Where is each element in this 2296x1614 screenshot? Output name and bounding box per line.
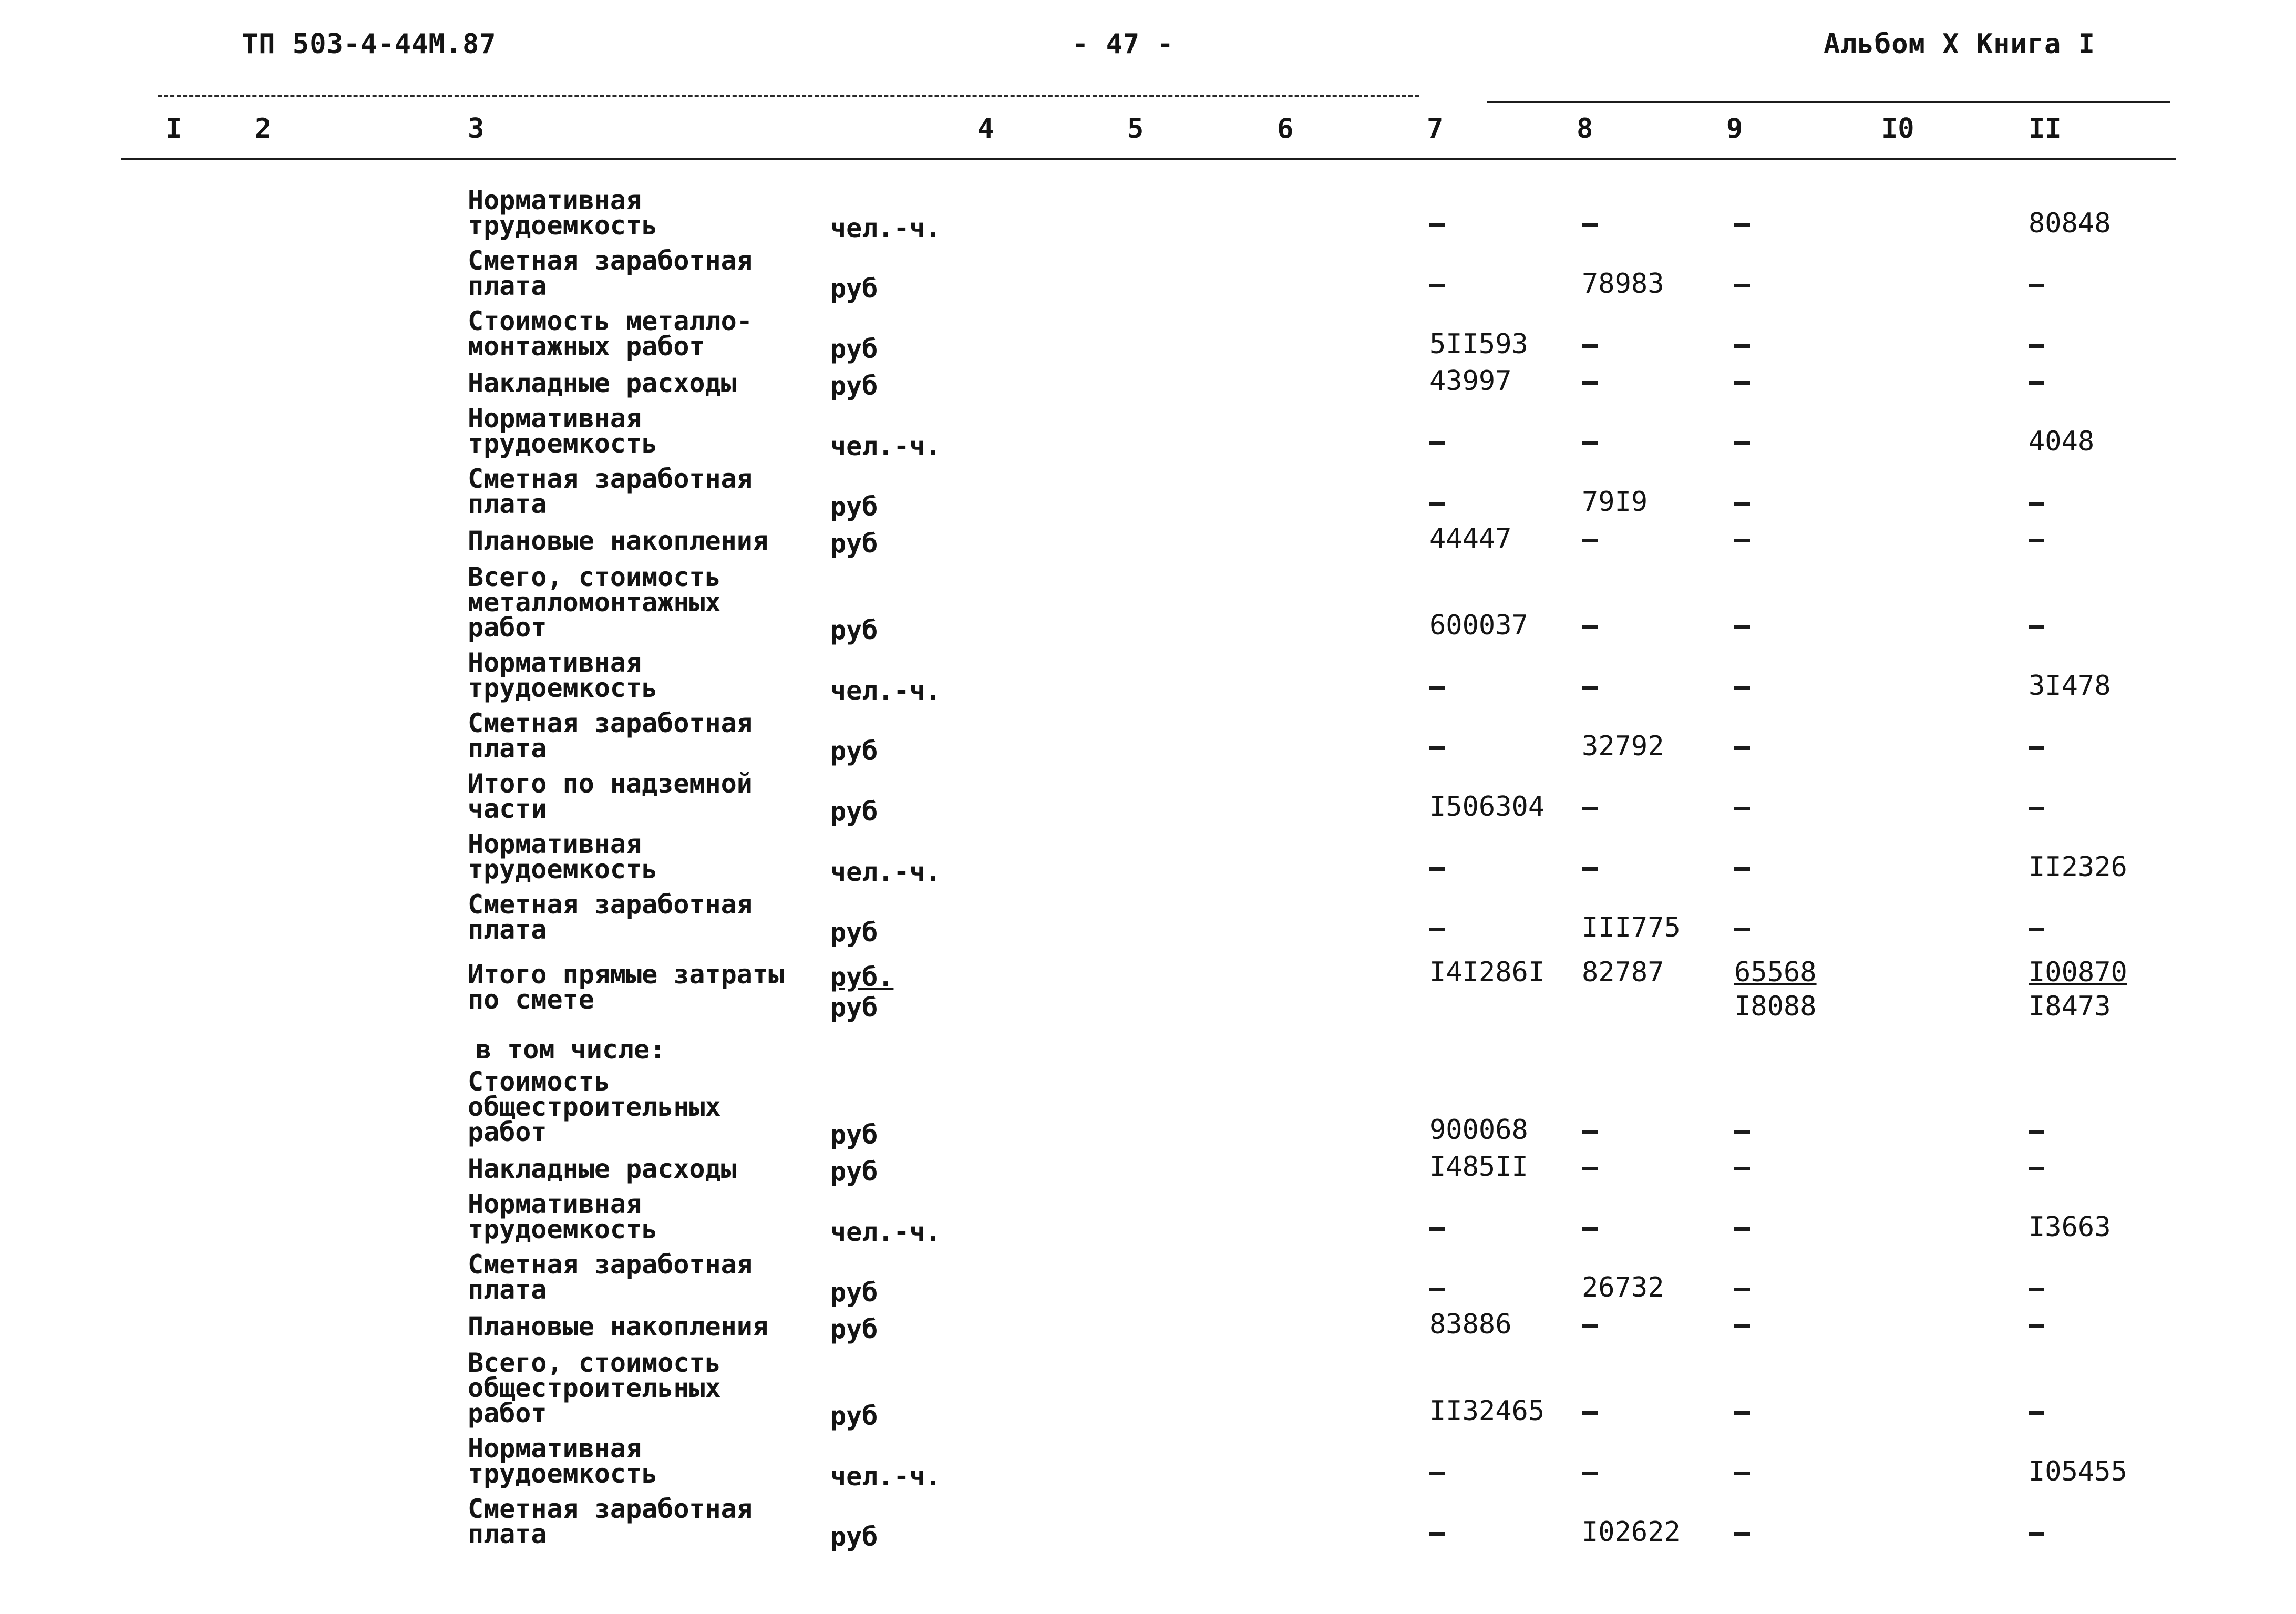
dash-mark bbox=[1734, 807, 1750, 810]
row-unit: руб bbox=[830, 1156, 878, 1187]
cell-col9 bbox=[1734, 791, 1750, 823]
row-label: Всего, стоимость общестроительных работ bbox=[468, 1348, 721, 1428]
cell-col11 bbox=[2029, 268, 2044, 300]
column-number-7: 7 bbox=[1427, 113, 1444, 145]
row-label: Сметная заработная плата bbox=[468, 245, 753, 301]
row-label: Нормативная трудоемкость bbox=[468, 185, 658, 241]
dash-mark bbox=[1734, 381, 1750, 385]
total-col8: 82787 bbox=[1582, 957, 1664, 988]
dash-mark bbox=[1734, 1472, 1750, 1475]
dash-mark bbox=[1734, 1288, 1750, 1291]
dash-mark bbox=[1582, 441, 1598, 445]
dash-mark bbox=[1429, 746, 1445, 750]
cell-col7 bbox=[1429, 1211, 1445, 1243]
dash-mark bbox=[2029, 1130, 2044, 1134]
cell-col11: 4048 bbox=[2029, 426, 2095, 457]
cell-col8 bbox=[1582, 208, 1598, 239]
cell-col9 bbox=[1734, 1272, 1750, 1303]
cell-col8 bbox=[1582, 1456, 1598, 1487]
cell-col9 bbox=[1734, 851, 1750, 883]
dash-mark bbox=[1582, 686, 1598, 690]
cell-col8: 26732 bbox=[1582, 1272, 1664, 1303]
cell-col8 bbox=[1582, 365, 1598, 397]
row-unit: чел.-ч. bbox=[830, 213, 941, 243]
dash-mark bbox=[1429, 1472, 1445, 1475]
row-unit: чел.-ч. bbox=[830, 857, 941, 887]
row-unit: руб bbox=[830, 796, 878, 827]
column-number-11: II bbox=[2029, 113, 2062, 145]
dash-mark bbox=[2029, 539, 2044, 542]
cell-col9 bbox=[1734, 1395, 1750, 1427]
cell-col7 bbox=[1429, 1272, 1445, 1303]
cell-col11 bbox=[2029, 1151, 2044, 1183]
cell-col7: 5II593 bbox=[1429, 328, 1528, 360]
cell-col11: I3663 bbox=[2029, 1211, 2111, 1243]
cell-col11 bbox=[2029, 610, 2044, 641]
row-unit: руб bbox=[830, 1401, 878, 1431]
total-col11-bottom: I8473 bbox=[2029, 991, 2111, 1022]
row-unit: чел.-ч. bbox=[830, 675, 941, 706]
dash-mark bbox=[1734, 1130, 1750, 1134]
dash-mark bbox=[1734, 625, 1750, 629]
dash-mark bbox=[1734, 344, 1750, 348]
top-rule-left bbox=[158, 95, 1419, 97]
cell-col9 bbox=[1734, 426, 1750, 457]
cell-col7 bbox=[1429, 208, 1445, 239]
dash-mark bbox=[1734, 746, 1750, 750]
column-number-6: 6 bbox=[1277, 113, 1294, 145]
dash-mark bbox=[1429, 928, 1445, 931]
cell-col11 bbox=[2029, 1309, 2044, 1340]
total-row-label: Итого прямые затраты по смете bbox=[468, 959, 785, 1015]
dash-mark bbox=[1429, 867, 1445, 871]
dash-mark bbox=[1429, 1227, 1445, 1231]
cell-col8 bbox=[1582, 1309, 1598, 1340]
dash-mark bbox=[1582, 1167, 1598, 1170]
cell-col7 bbox=[1429, 268, 1445, 300]
cell-col7: 43997 bbox=[1429, 365, 1512, 397]
row-unit: руб bbox=[830, 1314, 878, 1344]
album-book-label: Альбом X Книга I bbox=[1824, 28, 2095, 60]
dash-mark bbox=[2029, 928, 2044, 931]
cell-col11 bbox=[2029, 1395, 2044, 1427]
row-unit: чел.-ч. bbox=[830, 1461, 941, 1492]
row-unit: руб bbox=[830, 917, 878, 948]
dash-mark bbox=[2029, 807, 2044, 810]
column-number-2: 2 bbox=[255, 113, 272, 145]
dash-mark bbox=[1734, 502, 1750, 506]
dash-mark bbox=[1734, 441, 1750, 445]
cell-col7: II32465 bbox=[1429, 1395, 1545, 1427]
row-unit: руб bbox=[830, 736, 878, 766]
dash-mark bbox=[1582, 1324, 1598, 1328]
cell-col7: 83886 bbox=[1429, 1309, 1512, 1340]
dash-mark bbox=[1734, 1227, 1750, 1231]
dash-mark bbox=[2029, 1532, 2044, 1536]
cell-col7 bbox=[1429, 1516, 1445, 1548]
row-label: Стоимость общестроительных работ bbox=[468, 1066, 721, 1147]
row-unit: чел.-ч. bbox=[830, 431, 941, 461]
cell-col8: 78983 bbox=[1582, 268, 1664, 300]
dash-mark bbox=[1582, 807, 1598, 810]
cell-col7 bbox=[1429, 1456, 1445, 1487]
dash-mark bbox=[1582, 1227, 1598, 1231]
row-label: Сметная заработная плата bbox=[468, 1249, 753, 1305]
cell-col7: I506304 bbox=[1429, 791, 1545, 823]
cell-col11 bbox=[2029, 1272, 2044, 1303]
cell-col8 bbox=[1582, 851, 1598, 883]
dash-mark bbox=[1734, 539, 1750, 542]
cell-col9 bbox=[1734, 610, 1750, 641]
dash-mark bbox=[1429, 1532, 1445, 1536]
cell-col8 bbox=[1582, 1211, 1598, 1243]
column-header-rule bbox=[121, 158, 2176, 160]
cell-col11 bbox=[2029, 731, 2044, 762]
cell-col11 bbox=[2029, 912, 2044, 943]
cell-col11: 80848 bbox=[2029, 208, 2111, 239]
cell-col9 bbox=[1734, 268, 1750, 300]
column-number-10: I0 bbox=[1881, 113, 1914, 145]
cell-col8 bbox=[1582, 1151, 1598, 1183]
cell-col11 bbox=[2029, 1516, 2044, 1548]
row-label: Всего, стоимость металломонтажных работ bbox=[468, 562, 721, 643]
top-rule-right bbox=[1487, 101, 2170, 103]
dash-mark bbox=[1429, 686, 1445, 690]
cell-col9 bbox=[1734, 208, 1750, 239]
cell-col7: 900068 bbox=[1429, 1114, 1528, 1146]
cell-col9 bbox=[1734, 328, 1750, 360]
cell-col7 bbox=[1429, 426, 1445, 457]
column-number-1: I bbox=[166, 113, 182, 145]
page-number: - 47 - bbox=[1072, 28, 1174, 60]
row-unit: руб bbox=[830, 334, 878, 364]
section-label: в том числе: bbox=[476, 1034, 666, 1065]
row-label: Нормативная трудоемкость bbox=[468, 1433, 658, 1489]
cell-col9 bbox=[1734, 670, 1750, 702]
cell-col9 bbox=[1734, 731, 1750, 762]
cell-col11 bbox=[2029, 328, 2044, 360]
row-label: Нормативная трудоемкость bbox=[468, 829, 658, 885]
cell-col8: I02622 bbox=[1582, 1516, 1681, 1548]
row-unit: руб bbox=[830, 491, 878, 522]
cell-col8 bbox=[1582, 328, 1598, 360]
dash-mark bbox=[2029, 381, 2044, 385]
dash-mark bbox=[1734, 223, 1750, 227]
dash-mark bbox=[1734, 1532, 1750, 1536]
dash-mark bbox=[2029, 625, 2044, 629]
cell-col8 bbox=[1582, 523, 1598, 554]
total-col9-top: 65568 bbox=[1734, 957, 1817, 988]
column-number-5: 5 bbox=[1127, 113, 1144, 145]
cell-col7: 44447 bbox=[1429, 523, 1512, 554]
dash-mark bbox=[1734, 1324, 1750, 1328]
dash-mark bbox=[2029, 1288, 2044, 1291]
column-number-9: 9 bbox=[1726, 113, 1743, 145]
row-label: Плановые накопления bbox=[468, 526, 768, 556]
row-unit: руб bbox=[830, 1277, 878, 1308]
dash-mark bbox=[1429, 441, 1445, 445]
dash-mark bbox=[1429, 502, 1445, 506]
cell-col8: III775 bbox=[1582, 912, 1681, 943]
cell-col8 bbox=[1582, 426, 1598, 457]
dash-mark bbox=[1734, 928, 1750, 931]
column-number-8: 8 bbox=[1577, 113, 1593, 145]
cell-col7 bbox=[1429, 670, 1445, 702]
cell-col8 bbox=[1582, 610, 1598, 641]
dash-mark bbox=[1582, 867, 1598, 871]
column-number-4: 4 bbox=[977, 113, 994, 145]
cell-col9 bbox=[1734, 1309, 1750, 1340]
dash-mark bbox=[1582, 1130, 1598, 1134]
cell-col11: II2326 bbox=[2029, 851, 2127, 883]
cell-col9 bbox=[1734, 523, 1750, 554]
cell-col9 bbox=[1734, 1114, 1750, 1146]
row-label: Сметная заработная плата bbox=[468, 889, 753, 945]
row-label: Накладные расходы bbox=[468, 1154, 737, 1184]
cell-col9 bbox=[1734, 1211, 1750, 1243]
cell-col8 bbox=[1582, 670, 1598, 702]
dash-mark bbox=[1734, 284, 1750, 287]
row-label: Нормативная трудоемкость bbox=[468, 1189, 658, 1245]
cell-col9 bbox=[1734, 912, 1750, 943]
dash-mark bbox=[1429, 284, 1445, 287]
cell-col11: 3I478 bbox=[2029, 670, 2111, 702]
cell-col8 bbox=[1582, 791, 1598, 823]
cell-col9 bbox=[1734, 1456, 1750, 1487]
column-number-3: 3 bbox=[468, 113, 485, 145]
row-unit: руб bbox=[830, 528, 878, 559]
row-label: Итого по надземной части bbox=[468, 768, 753, 824]
dash-mark bbox=[2029, 1324, 2044, 1328]
cell-col7 bbox=[1429, 486, 1445, 518]
cell-col8: 79I9 bbox=[1582, 486, 1648, 518]
dash-mark bbox=[2029, 1411, 2044, 1415]
dash-mark bbox=[2029, 502, 2044, 506]
row-unit: руб bbox=[830, 273, 878, 304]
dash-mark bbox=[1734, 867, 1750, 871]
cell-col9 bbox=[1734, 365, 1750, 397]
cell-col11 bbox=[2029, 1114, 2044, 1146]
dash-mark bbox=[1429, 223, 1445, 227]
row-label: Сметная заработная плата bbox=[468, 1494, 753, 1549]
cell-col7: 600037 bbox=[1429, 610, 1528, 641]
cell-col11: I05455 bbox=[2029, 1456, 2127, 1487]
row-label: Плановые накопления bbox=[468, 1311, 768, 1342]
cell-col9 bbox=[1734, 1516, 1750, 1548]
dash-mark bbox=[2029, 284, 2044, 287]
cell-col8 bbox=[1582, 1114, 1598, 1146]
row-unit: руб bbox=[830, 1119, 878, 1150]
dash-mark bbox=[1582, 381, 1598, 385]
total-col11-top: I00870 bbox=[2029, 957, 2127, 988]
row-label: Сметная заработная плата bbox=[468, 708, 753, 764]
row-label: Накладные расходы bbox=[468, 368, 737, 398]
row-unit: руб bbox=[830, 1522, 878, 1552]
dash-mark bbox=[2029, 746, 2044, 750]
dash-mark bbox=[1582, 1472, 1598, 1475]
row-label: Сметная заработная плата bbox=[468, 464, 753, 519]
row-unit: руб bbox=[830, 615, 878, 645]
row-label: Нормативная трудоемкость bbox=[468, 647, 658, 703]
dash-mark bbox=[1582, 539, 1598, 542]
cell-col7 bbox=[1429, 851, 1445, 883]
cell-col9 bbox=[1734, 1151, 1750, 1183]
cell-col9 bbox=[1734, 486, 1750, 518]
dash-mark bbox=[1734, 1167, 1750, 1170]
total-col9-bottom: I8088 bbox=[1734, 991, 1817, 1022]
dash-mark bbox=[1582, 223, 1598, 227]
dash-mark bbox=[1582, 344, 1598, 348]
total-col7: I4I286I bbox=[1429, 957, 1545, 988]
row-label: Нормативная трудоемкость bbox=[468, 403, 658, 459]
cell-col8 bbox=[1582, 1395, 1598, 1427]
dash-mark bbox=[1734, 686, 1750, 690]
total-unit-bottom: руб bbox=[830, 992, 878, 1023]
cell-col11 bbox=[2029, 523, 2044, 554]
cell-col7: I485II bbox=[1429, 1151, 1528, 1183]
dash-mark bbox=[1582, 1411, 1598, 1415]
dash-mark bbox=[2029, 1167, 2044, 1170]
cell-col8: 32792 bbox=[1582, 731, 1664, 762]
dash-mark bbox=[2029, 344, 2044, 348]
row-unit: руб bbox=[830, 371, 878, 401]
total-unit-top: руб. bbox=[830, 962, 894, 992]
cell-col7 bbox=[1429, 731, 1445, 762]
cell-col11 bbox=[2029, 486, 2044, 518]
cell-col11 bbox=[2029, 791, 2044, 823]
dash-mark bbox=[1734, 1411, 1750, 1415]
dash-mark bbox=[1429, 1288, 1445, 1291]
cell-col11 bbox=[2029, 365, 2044, 397]
row-label: Стоимость металло- монтажных работ bbox=[468, 306, 753, 362]
cell-col7 bbox=[1429, 912, 1445, 943]
doc-code: ТП 503-4-44М.87 bbox=[242, 28, 497, 60]
dash-mark bbox=[1582, 625, 1598, 629]
row-unit: чел.-ч. bbox=[830, 1217, 941, 1247]
